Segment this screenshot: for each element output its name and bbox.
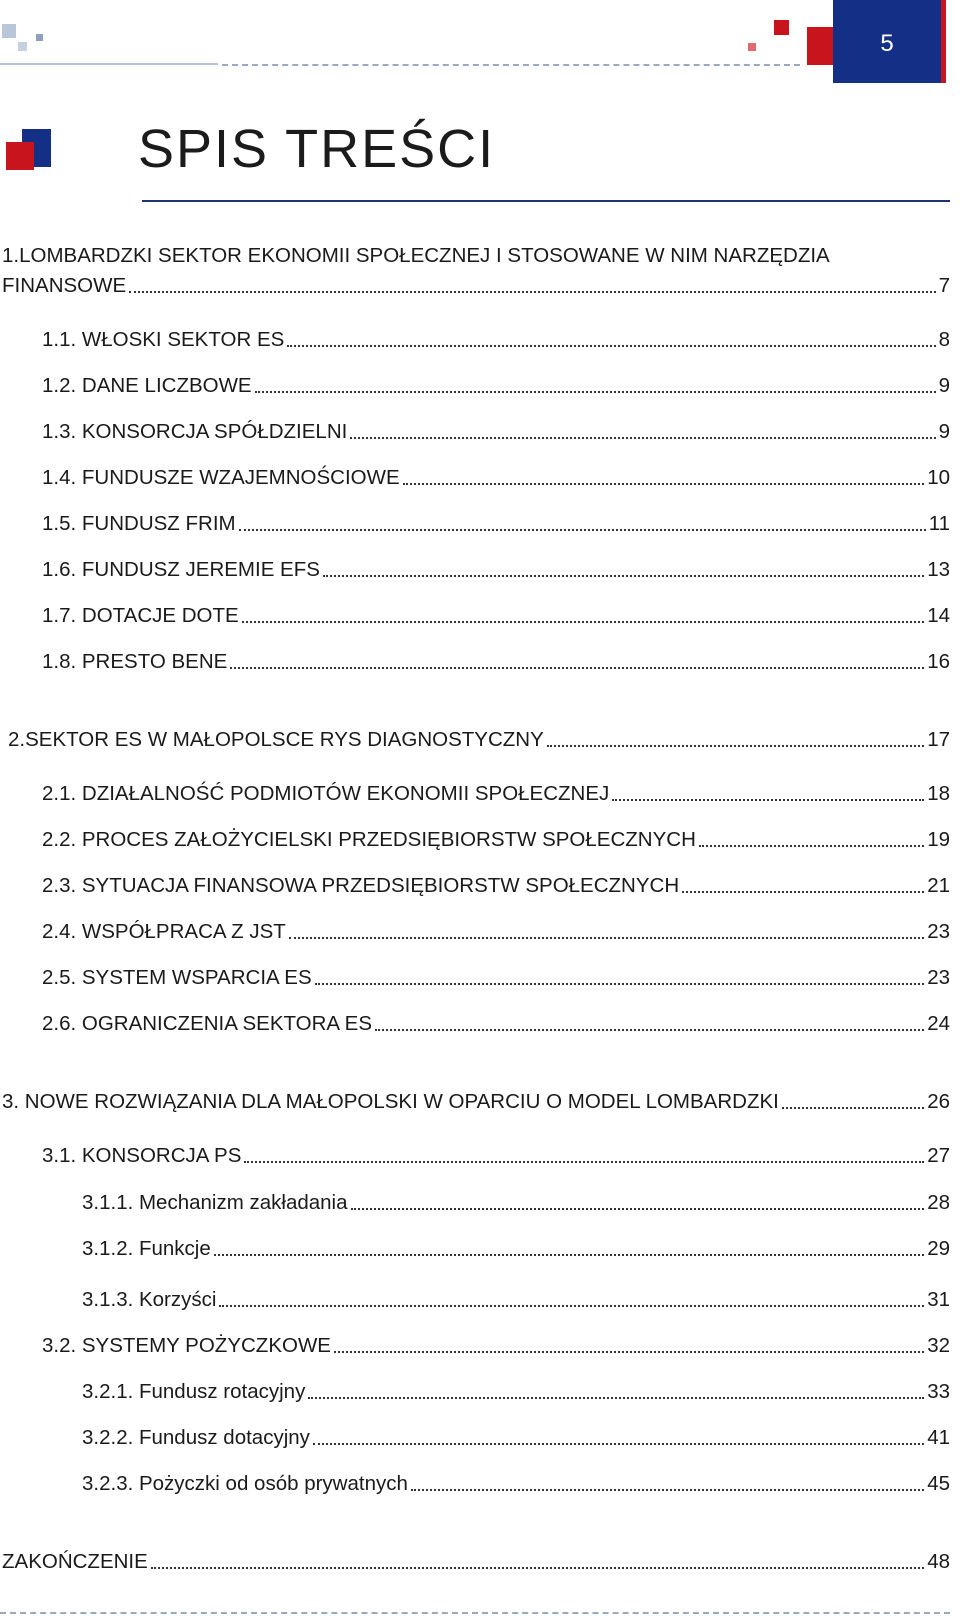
toc-entry-label: 3.2. SYSTEMY POŻYCZKOWE xyxy=(42,1334,331,1357)
toc-entry-page: 24 xyxy=(927,1012,950,1035)
title-logo-square xyxy=(6,142,34,170)
toc-entry[interactable] xyxy=(82,1237,950,1261)
footer-dashed-rule xyxy=(0,1612,950,1614)
toc-entry-label: 3. NOWE ROZWIĄZANIA DLA MAŁOPOLSKI W OPARCIU O MODEL LOMBARDZKI xyxy=(2,1090,779,1113)
toc-entry-label: 1.LOMBARDZKI SEKTOR EKONOMII SPOŁECZNEJ I STOSOWANE W NIM NARZĘDZIA xyxy=(2,244,830,267)
toc-entry-label: 1.8. PRESTO BENE xyxy=(42,650,228,673)
toc-entry-label: 1.6. FUNDUSZ JEREMIE EFS xyxy=(42,558,320,581)
toc-entry-label: 3.2.2. Fundusz dotacyjny xyxy=(82,1426,310,1449)
toc-entry[interactable] xyxy=(42,874,950,898)
toc-entry-label: 2.1. DZIAŁALNOŚĆ PODMIOTÓW EKONOMII SPOŁECZNEJ xyxy=(42,782,610,805)
toc-entry-page: 10 xyxy=(927,466,950,489)
toc-leader xyxy=(682,891,924,893)
toc-entry[interactable] xyxy=(42,466,950,490)
toc-entry[interactable] xyxy=(2,1550,950,1574)
toc-entry[interactable] xyxy=(42,920,950,944)
toc-leader xyxy=(219,1305,924,1307)
toc-leader xyxy=(255,391,936,393)
toc-entry-page: 19 xyxy=(927,828,950,851)
toc-entry[interactable] xyxy=(42,420,950,444)
toc-entry-label: 3.2.1. Fundusz rotacyjny xyxy=(82,1380,306,1403)
toc-entry-label: 3.1. KONSORCJA PS xyxy=(42,1144,242,1167)
toc-entry-label: 3.1.3. Korzyści xyxy=(82,1288,217,1311)
toc-entry-label: 2.3. SYTUACJA FINANSOWA PRZEDSIĘBIORSTW SPOŁECZNYCH xyxy=(42,874,680,897)
toc-entry[interactable] xyxy=(42,1334,950,1358)
toc-entry[interactable] xyxy=(2,274,950,298)
title-rule xyxy=(142,200,950,202)
toc-entry-label: 2.5. SYSTEM WSPARCIA ES xyxy=(42,966,312,989)
toc-leader xyxy=(287,345,935,347)
toc-entry-page: 11 xyxy=(928,512,950,535)
toc-leader xyxy=(334,1351,924,1353)
header-decor-square xyxy=(748,43,756,51)
toc-entry-page: 33 xyxy=(927,1380,950,1403)
toc-entry-page: 21 xyxy=(927,874,950,897)
toc-entry-label: 3.1.1. Mechanizm zakładania xyxy=(82,1191,348,1214)
toc-entry-page: 45 xyxy=(927,1472,950,1495)
toc-entry[interactable] xyxy=(42,1144,950,1168)
page-number: 5 xyxy=(880,30,894,57)
toc-entry-page: 31 xyxy=(927,1288,950,1311)
header-decor-square xyxy=(36,34,43,41)
toc-leader xyxy=(244,1161,924,1163)
toc-entry[interactable] xyxy=(42,558,950,582)
toc-entry-page: 41 xyxy=(927,1426,950,1449)
toc-entry-label: 3.1.2. Funkcje xyxy=(82,1237,211,1260)
toc-entry[interactable] xyxy=(82,1426,950,1450)
toc-leader xyxy=(547,745,924,747)
toc-entry[interactable] xyxy=(42,650,950,674)
toc-leader xyxy=(315,983,925,985)
toc-leader xyxy=(411,1489,924,1491)
toc-leader xyxy=(289,937,924,939)
toc-entry-page: 9 xyxy=(938,420,950,443)
toc-leader xyxy=(323,575,924,577)
toc-leader xyxy=(239,529,926,531)
toc-leader xyxy=(151,1567,924,1569)
header-decor-square xyxy=(18,42,27,51)
toc-entry-page: 9 xyxy=(938,374,950,397)
toc-entry-page: 8 xyxy=(938,328,950,351)
toc-entry-page: 17 xyxy=(927,728,950,751)
toc-entry-label: 1.4. FUNDUSZE WZAJEMNOŚCIOWE xyxy=(42,466,400,489)
toc-entry-label: FINANSOWE xyxy=(2,274,127,297)
toc-entry-label: 2.4. WSPÓŁPRACA Z JST xyxy=(42,920,286,943)
toc-entry-label: 1.1. WŁOSKI SEKTOR ES xyxy=(42,328,285,351)
toc-entry[interactable] xyxy=(42,604,950,628)
toc-leader xyxy=(129,291,935,293)
toc-entry-page: 32 xyxy=(927,1334,950,1357)
toc-leader xyxy=(351,1208,925,1210)
toc-entry-page: 23 xyxy=(927,920,950,943)
toc-entry[interactable] xyxy=(42,828,950,852)
toc-entry[interactable] xyxy=(42,1012,950,1036)
header-dashed-rule xyxy=(222,64,800,66)
toc-entry-page: 27 xyxy=(927,1144,950,1167)
page-number-accent xyxy=(941,0,946,83)
toc-entry[interactable] xyxy=(42,374,950,398)
toc-leader xyxy=(214,1254,924,1256)
toc-entry-label: 1.3. KONSORCJA SPÓŁDZIELNI xyxy=(42,420,348,443)
toc-entry-page: 7 xyxy=(938,274,950,297)
toc-leader xyxy=(403,483,925,485)
header-rule xyxy=(0,63,218,65)
toc-entry[interactable] xyxy=(82,1472,950,1496)
toc-entry-label: ZAKOŃCZENIE xyxy=(2,1550,148,1573)
toc-entry-page: 13 xyxy=(927,558,950,581)
page-title: SPIS TREŚCI xyxy=(138,119,496,179)
toc-entry-page: 18 xyxy=(927,782,950,805)
toc-entry-label: 2.2. PROCES ZAŁOŻYCIELSKI PRZEDSIĘBIORSTW SPOŁECZNYCH xyxy=(42,828,696,851)
toc-entry[interactable] xyxy=(8,728,950,752)
header-decor-square xyxy=(774,20,789,35)
toc-entry-page: 23 xyxy=(927,966,950,989)
toc-leader xyxy=(242,621,925,623)
toc-entry-page: 48 xyxy=(927,1550,950,1573)
toc-entry-label: 2.SEKTOR ES W MAŁOPOLSCE RYS DIAGNOSTYCZNY xyxy=(8,728,544,751)
toc-leader xyxy=(375,1029,924,1031)
toc-entry-page: 26 xyxy=(927,1090,950,1113)
toc-entry[interactable] xyxy=(82,1191,950,1215)
toc-entry-page: 16 xyxy=(927,650,950,673)
toc-entry-label: 2.6. OGRANICZENIA SEKTORA ES xyxy=(42,1012,373,1035)
toc-entry-page: 28 xyxy=(927,1191,950,1214)
toc-entry[interactable] xyxy=(82,1380,950,1404)
toc-entry[interactable] xyxy=(82,1288,950,1312)
toc-entry[interactable] xyxy=(42,512,950,536)
toc-leader xyxy=(699,845,924,847)
toc-entry[interactable] xyxy=(42,966,950,990)
toc-leader xyxy=(612,799,924,801)
toc-leader xyxy=(350,437,935,439)
toc-entry-label: 1.7. DOTACJE DOTE xyxy=(42,604,239,627)
toc-entry[interactable] xyxy=(42,782,950,806)
toc-entry-page: 14 xyxy=(927,604,950,627)
toc-leader xyxy=(308,1397,924,1399)
header-decor-square xyxy=(2,24,16,38)
toc-leader xyxy=(782,1107,924,1109)
toc-entry-label: 3.2.3. Pożyczki od osób prywatnych xyxy=(82,1472,408,1495)
toc-leader xyxy=(230,667,924,669)
toc-entry-page: 29 xyxy=(927,1237,950,1260)
toc-entry-label: 1.2. DANE LICZBOWE xyxy=(42,374,252,397)
toc-leader xyxy=(313,1443,924,1445)
toc-entry-label: 1.5. FUNDUSZ FRIM xyxy=(42,512,236,535)
toc-entry[interactable] xyxy=(42,328,950,352)
toc-entry[interactable] xyxy=(2,1090,950,1114)
